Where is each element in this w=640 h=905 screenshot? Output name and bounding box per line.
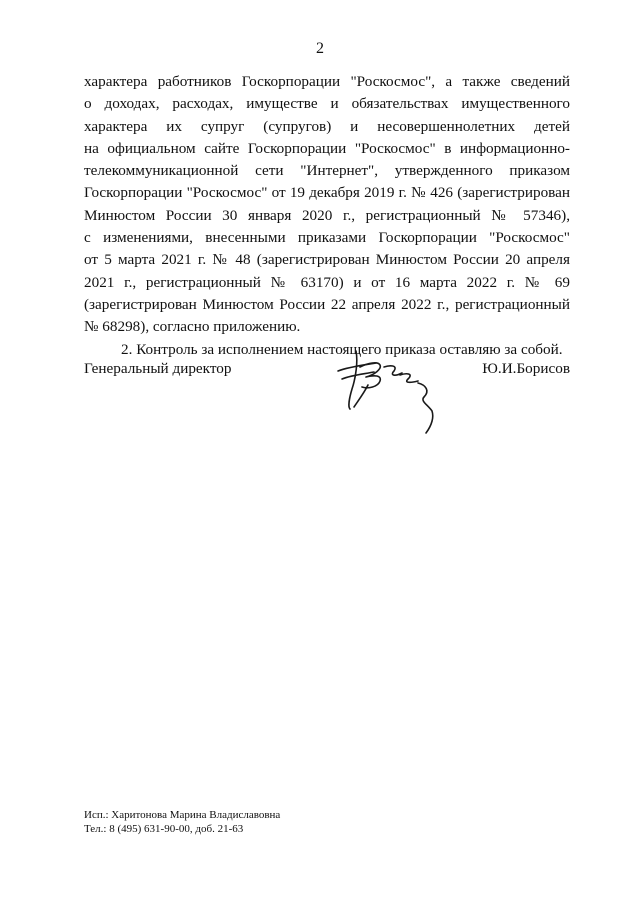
- paragraph-line: от 5 марта 2021 г. № 48 (зарегистрирован Минюстом России 20 апреля: [84, 251, 570, 269]
- executor-info: [84, 808, 280, 836]
- paragraph-line: Минюстом России 30 января 2020 г., регистрационный № 57346),: [84, 206, 570, 224]
- paragraph-line: характера работников Госкорпорации "Роскосмос", а также сведений: [84, 73, 570, 90]
- paragraph-line: 2021 г., регистрационный № 63170) и от 16 марта 2022 г. № 69: [84, 273, 570, 291]
- paragraph-line: Госкорпорации "Роскосмос" от 19 декабря 2019 г. № 426 (зарегистрирован: [84, 184, 570, 202]
- handwritten-signature: [334, 345, 444, 437]
- page-number: 2: [316, 40, 324, 57]
- executor-phone: Тел.: 8 (495) 631-90-00, доб. 21-63: [84, 823, 244, 835]
- paragraph-line: о доходах, расходах, имуществе и обязательствах имущественного: [84, 95, 570, 113]
- paragraph-line: характера их супруг (супругов) и несовершеннолетних детей: [84, 117, 570, 135]
- paragraph-line: № 68298), согласно приложению.: [84, 318, 301, 336]
- paragraph-line: на официальном сайте Госкорпорации "Роскосмос" в информационно-: [84, 139, 570, 157]
- paragraph-line: (зарегистрирован Минюстом России 22 апреля 2022 г., регистрационный: [84, 295, 570, 313]
- signer-position: Генеральный директор: [84, 360, 232, 377]
- paragraph-line: с изменениями, внесенными приказами Госкорпорации "Роскосмос": [84, 229, 570, 247]
- paragraph-line: телекоммуникационной сети "Интернет", утвержденного приказом: [84, 162, 570, 180]
- document-body: [84, 71, 570, 361]
- executor-name: Исп.: Харитонова Марина Владиславовна: [84, 809, 281, 821]
- paragraph-2: 2. Контроль за исполнением настоящего приказа оставляю за собой.: [121, 340, 563, 358]
- signature-block: [84, 360, 570, 382]
- signer-name: Ю.И.Борисов: [482, 360, 570, 377]
